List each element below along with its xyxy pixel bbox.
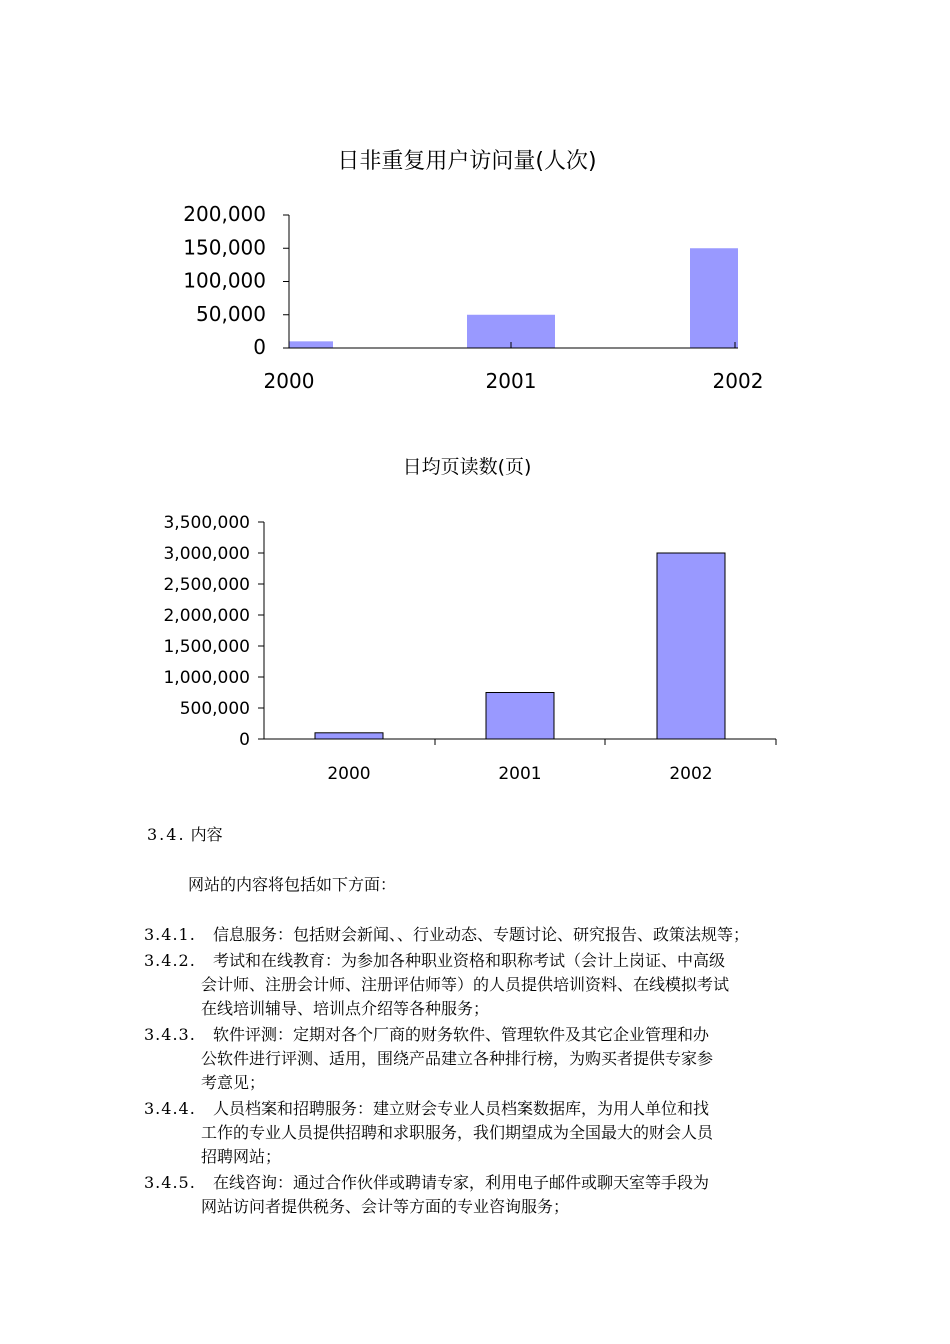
y-axis-ticks [183, 202, 289, 359]
section-number: 3.4. [147, 825, 186, 844]
x-tick-label: 2001 [485, 369, 537, 393]
content-item [0, 1097, 950, 1169]
section-title: 内容 [190, 825, 223, 844]
y-tick-label: 200,000 [183, 202, 266, 226]
item-text-line: 网站访问者提供税务、会计等方面的专业咨询服务； [201, 1197, 570, 1216]
daily-page-views-chart [0, 448, 950, 793]
y-tick-label: 2,000,000 [163, 606, 250, 626]
x-tick-label: 2002 [712, 369, 764, 393]
y-tick-label: 100,000 [183, 268, 266, 293]
y-tick-label: 3,000,000 [163, 544, 250, 564]
bar-2001 [486, 693, 554, 740]
y-tick-label: 50,000 [196, 301, 266, 326]
content-item [0, 1023, 950, 1095]
item-text [201, 949, 823, 1021]
item-text-line: 软件评测：定期对各个厂商的财务软件、管理软件及其它企业管理和办 [213, 1025, 710, 1044]
item-text [201, 1023, 823, 1095]
bars [289, 248, 738, 348]
y-axis-ticks [163, 513, 264, 750]
y-tick-label: 0 [239, 730, 250, 750]
item-number: 3.4.5. [144, 1173, 196, 1192]
chart-title: 日均页读数(页) [402, 456, 532, 478]
item-text-line: 考意见； [201, 1073, 266, 1092]
y-tick-label: 500,000 [179, 699, 250, 719]
x-tick-label: 2000 [327, 764, 371, 784]
item-text-line: 人员档案和招聘服务：建立财会专业人员档案数据库，为用人单位和找 [213, 1099, 710, 1118]
content-item [0, 1171, 950, 1219]
item-number: 3.4.1. [144, 925, 196, 944]
content-item [0, 949, 950, 1021]
y-tick-label: 150,000 [183, 235, 266, 260]
item-text [201, 1171, 823, 1219]
content-item [0, 923, 950, 947]
item-text-line: 招聘网站； [201, 1147, 282, 1166]
section-intro: 网站的内容将包括如下方面： [188, 875, 397, 894]
item-text [201, 1097, 823, 1169]
item-number: 3.4.2. [144, 951, 196, 970]
bars [315, 553, 725, 739]
x-tick-label: 2001 [498, 764, 542, 784]
bar-2002 [690, 248, 738, 348]
item-text-line: 在线培训辅导、培训点介绍等各种服务； [201, 999, 490, 1018]
chart-title: 日非重复用户访问量(人次) [337, 149, 597, 174]
y-tick-label: 1,000,000 [163, 668, 250, 688]
item-number: 3.4.4. [144, 1099, 196, 1118]
item-text-line: 工作的专业人员提供招聘和求职服务，我们期望成为全国最大的财会人员 [201, 1123, 714, 1142]
y-tick-label: 3,500,000 [163, 513, 250, 533]
x-tick-label: 2002 [669, 764, 713, 784]
daily-unique-visitors-chart [0, 130, 950, 400]
y-tick-label: 0 [253, 335, 266, 359]
bar-2002 [657, 553, 725, 739]
bar-2000 [315, 733, 383, 739]
item-text-line: 公软件进行评测、适用，围绕产品建立各种排行榜，为购买者提供专家参 [201, 1049, 714, 1068]
item-text-line: 会计师、注册会计师、注册评估师等）的人员提供培训资料、在线模拟考试 [201, 975, 730, 994]
item-text-line: 在线咨询：通过合作伙伴或聘请专家，利用电子邮件或聊天室等手段为 [213, 1173, 710, 1192]
item-number: 3.4.3. [144, 1025, 196, 1044]
x-tick-label: 2000 [263, 369, 315, 393]
bar-2000 [289, 341, 333, 348]
x-axis-ticks [264, 342, 764, 393]
item-text [201, 923, 823, 947]
x-axis-ticks [327, 739, 776, 784]
content-item-list [0, 923, 950, 1221]
item-text-line: 考试和在线教育：为参加各种职业资格和职称考试（会计上岗证、中高级 [213, 951, 726, 970]
y-tick-label: 1,500,000 [163, 637, 250, 657]
item-text-line: 信息服务：包括财会新闻、、行业动态、专题讨论、研究报告、政策法规等； [213, 925, 750, 944]
section-heading [147, 823, 223, 847]
y-tick-label: 2,500,000 [163, 575, 250, 595]
